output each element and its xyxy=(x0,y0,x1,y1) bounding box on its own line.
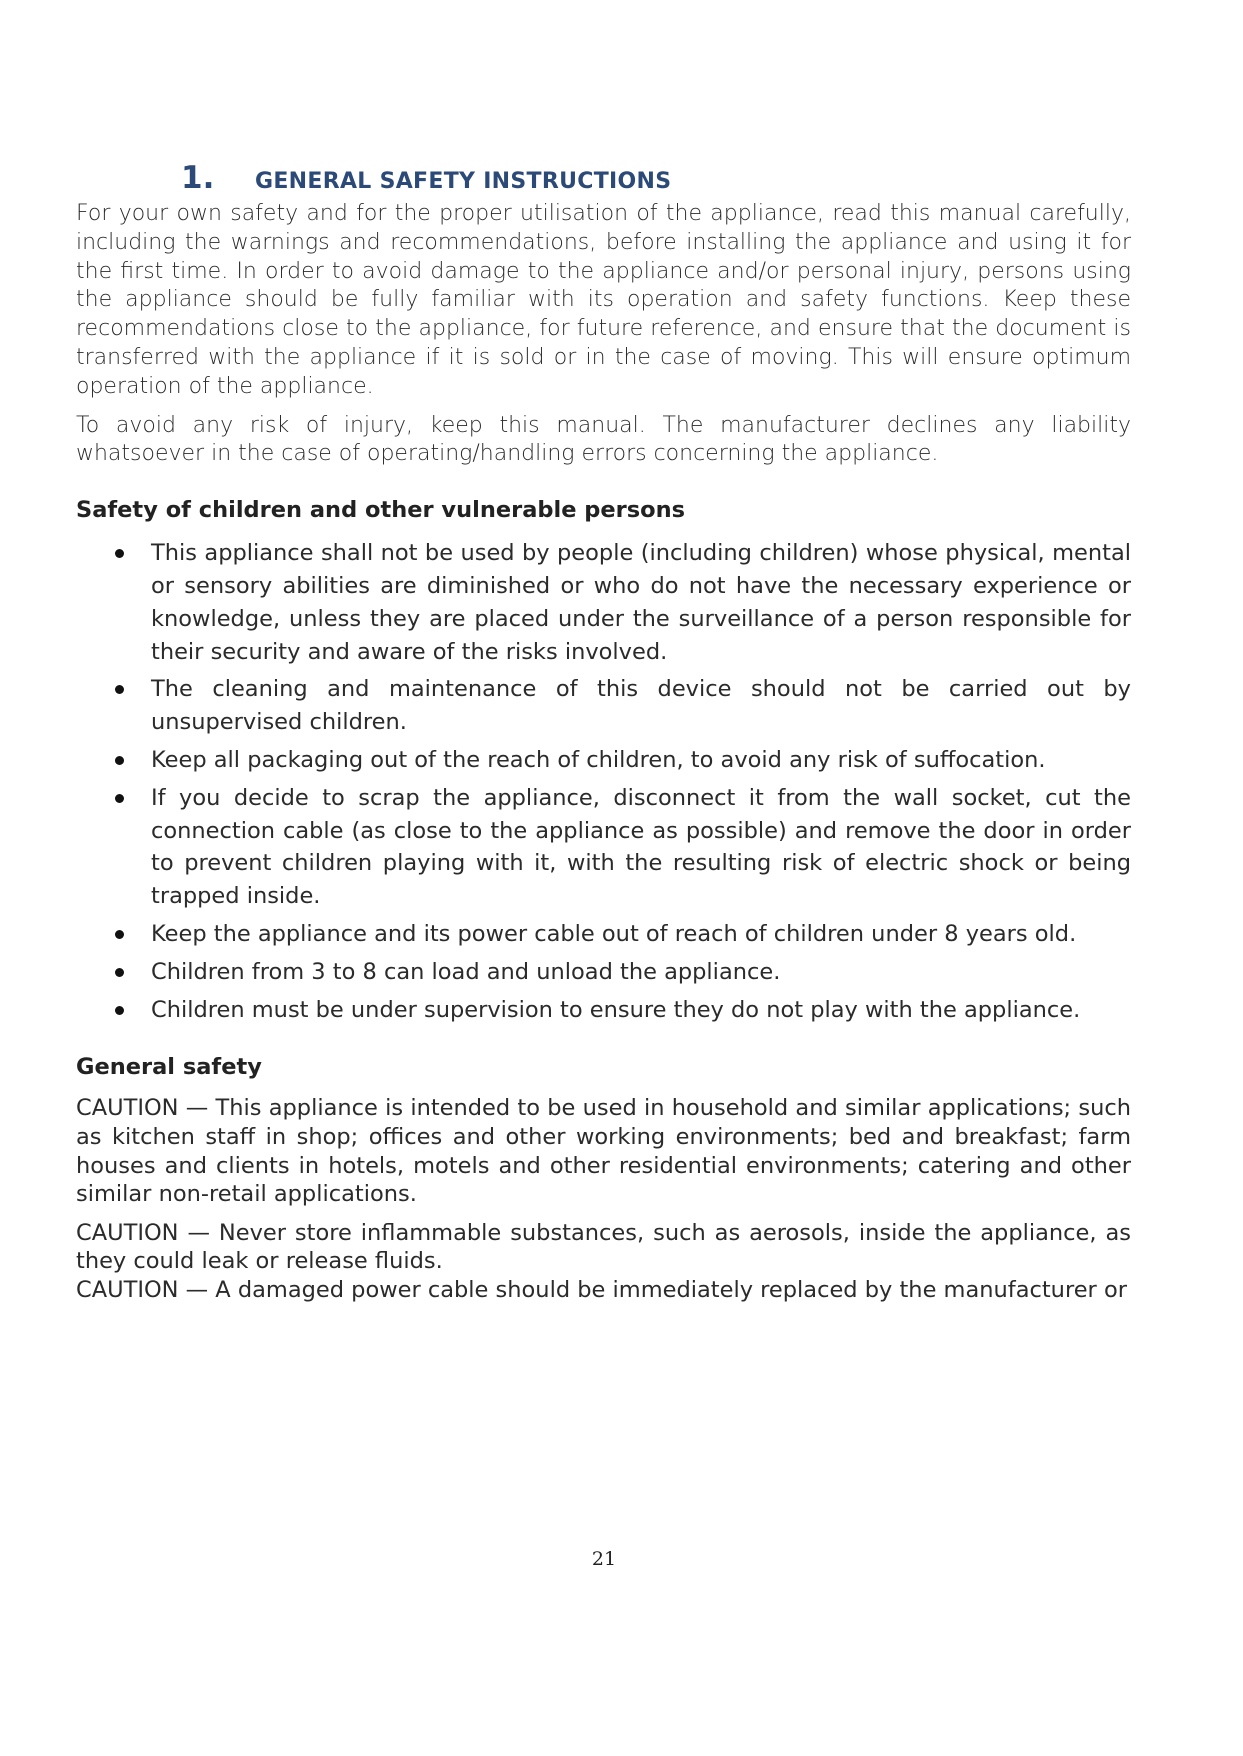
page-content xyxy=(76,160,1131,1314)
list-item xyxy=(76,782,1131,913)
bullet-icon xyxy=(115,968,124,977)
list-item-text: Children must be under supervision to ensure they do not play with the appliance. xyxy=(151,996,1081,1023)
intro-paragraph: For your own safety and for the proper utilisation of the appliance, read this manual carefully, including the warnings and recommendations, before installing the appliance and using it for the first time. In order to avoid damage to the appliance and/or personal injury, persons using the appliance should be fully familiar with its operation and safety functions. Keep these recommendations close to the appliance, for future reference, and ensure that the document is transferred with the appliance if it is sold or in the case of moving. This will ensure optimum operation of the appliance. xyxy=(76,201,1131,399)
list-item xyxy=(76,537,1131,668)
bullet-icon xyxy=(115,549,124,558)
list-item-text: If you decide to scrap the appliance, disconnect it from the wall socket, cut the connection cable (as close to the appliance as possible) and remove the door in order to prevent children playing with it, with the resulting risk of electric shock or being trapped inside. xyxy=(151,784,1131,910)
list-item-text: Keep all packaging out of the reach of children, to avoid any risk of suffocation. xyxy=(151,746,1046,773)
caution-paragraph: CAUTION — Never store inflammable substances, such as aerosols, inside the appliance, as they could leak or release fluids. xyxy=(76,1219,1131,1275)
intro-paragraph: To avoid any risk of injury, keep this manual. The manufacturer declines any liability whatsoever in the case of operating/handling errors concerning the appliance. xyxy=(76,412,1131,467)
list-item xyxy=(76,956,1131,989)
children-safety-list xyxy=(76,537,1131,1026)
list-item-text: Children from 3 to 8 can load and unload the appliance. xyxy=(151,958,781,985)
section-title: GENERAL SAFETY INSTRUCTIONS xyxy=(255,169,672,194)
general-safety-heading: General safety xyxy=(76,1054,262,1081)
bullet-icon xyxy=(115,794,124,803)
caution-paragraph: CAUTION — A damaged power cable should be immediately replaced by the manufacturer or xyxy=(76,1276,1127,1303)
caution-paragraph: CAUTION — This appliance is intended to be used in household and similar applications; such as kitchen staff in shop; offices and other working environments; bed and breakfast; farm houses and clients in hotels, motels and other residential environments; catering and other similar non-retail applications. xyxy=(76,1095,1131,1208)
list-item-text: The cleaning and maintenance of this device should not be carried out by unsupervised children. xyxy=(151,676,1131,736)
section-number: 1. xyxy=(181,160,215,196)
list-item xyxy=(76,918,1131,951)
list-item-text: Keep the appliance and its power cable out of reach of children under 8 years old. xyxy=(151,920,1077,947)
list-item xyxy=(76,673,1131,739)
bullet-icon xyxy=(115,930,124,939)
bullet-icon xyxy=(115,756,124,765)
section-heading xyxy=(181,160,1131,196)
list-item xyxy=(76,744,1131,777)
bullet-icon xyxy=(115,1006,124,1015)
bullet-icon xyxy=(115,685,124,694)
list-item xyxy=(76,994,1131,1027)
page-number: 21 xyxy=(591,1548,617,1570)
children-safety-heading: Safety of children and other vulnerable persons xyxy=(76,497,686,524)
list-item-text: This appliance shall not be used by people (including children) whose physical, mental or sensory abilities are diminished or who do not have the necessary experience or knowledge, unless they are placed under the surveillance of a person responsible for their security and aware of the risks involved. xyxy=(151,540,1131,665)
